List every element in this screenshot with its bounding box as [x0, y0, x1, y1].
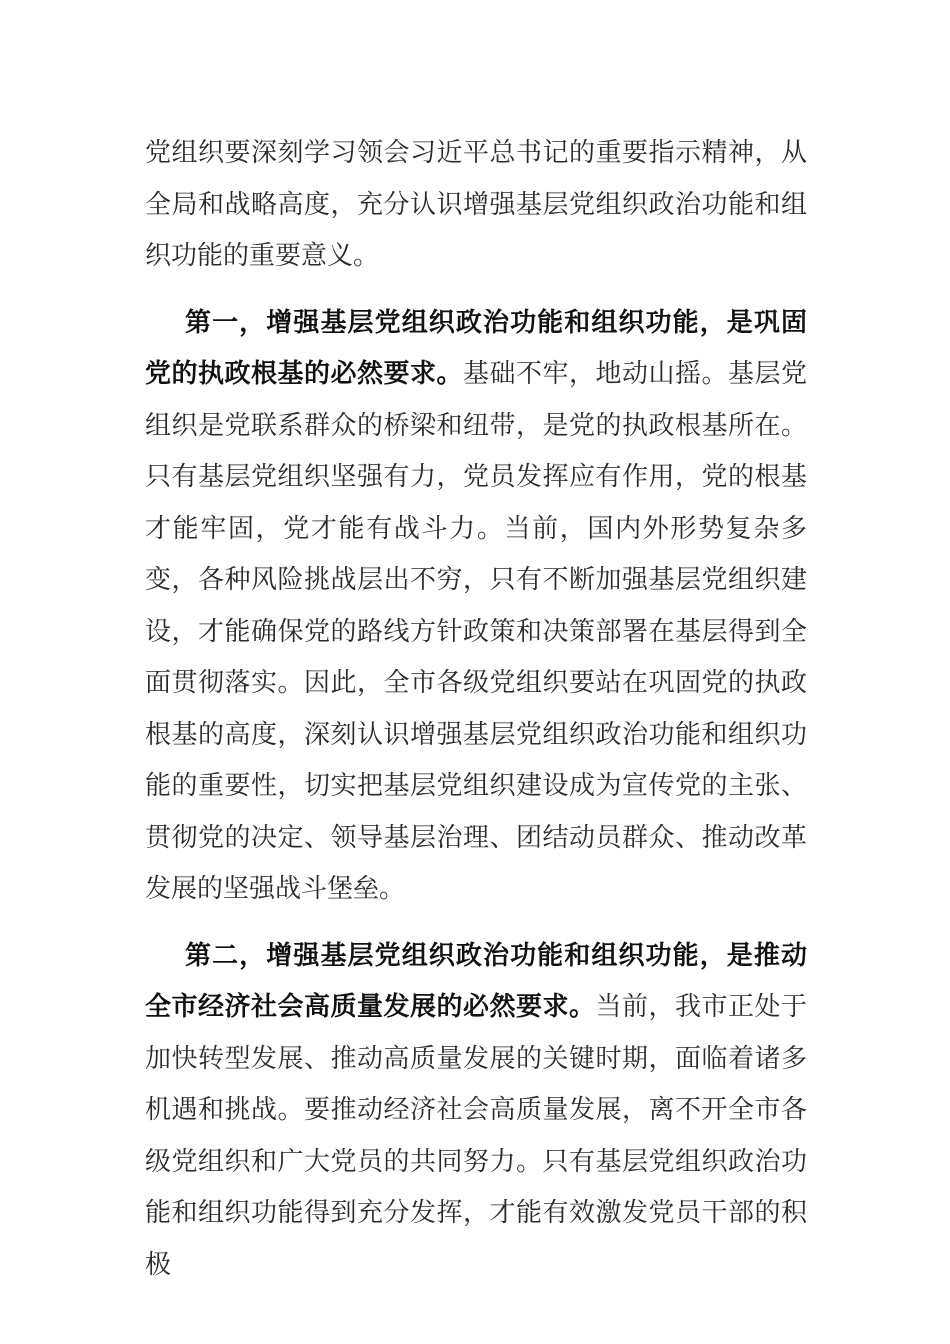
document-body — [145, 128, 807, 1291]
paragraph-1-text: 党组织要深刻学习领会习近平总书记的重要指示精神，从全局和战略高度，充分认识增强基层党组织政治功能和组织功能的重要意义。 — [145, 138, 807, 271]
paragraph-gap — [145, 916, 807, 931]
paragraph-gap — [145, 283, 807, 298]
paragraph-3-text: 当前，我市正处于加快转型发展、推动高质量发展的关键时期，面临着诸多机遇和挑战。要推动经济社会高质量发展，离不开全市各级党组织和广大党员的共同努力。只有基层党组织政治功能和组织功能得到充分发挥，才能有效激发党员干部的积极 — [145, 992, 807, 1280]
paragraph-3 — [145, 931, 807, 1292]
paragraph-2 — [145, 298, 807, 916]
paragraph-1 — [145, 128, 807, 283]
paragraph-3-lead: 第二，增强基层党组织政治功能和组织功能，是推动全市经济社会高质量发展的必然要求。 — [145, 940, 807, 1022]
paragraph-2-lead: 第一，增强基层党组织政治功能和组织功能，是巩固党的执政根基的必然要求。 — [145, 307, 807, 389]
paragraph-2-text: 基础不牢，地动山摇。基层党组织是党联系群众的桥梁和纽带，是党的执政根基所在。只有基层党组织坚强有力，党员发挥应有作用，党的根基才能牢固，党才能有战斗力。当前，国内外形势复杂多变，各种风险挑战层出不穷，只有不断加强基层党组织建设，才能确保党的路线方针政策和决策部署在基层得到全面贯彻落实。因此，全市各级党组织要站在巩固党的执政根基的高度，深刻认识增强基层党组织政治功能和组织功能的重要性，切实把基层党组织建设成为宣传党的主张、贯彻党的决定、领导基层治理、团结动员群众、推动改革发展的坚强战斗堡垒。 — [145, 359, 807, 904]
